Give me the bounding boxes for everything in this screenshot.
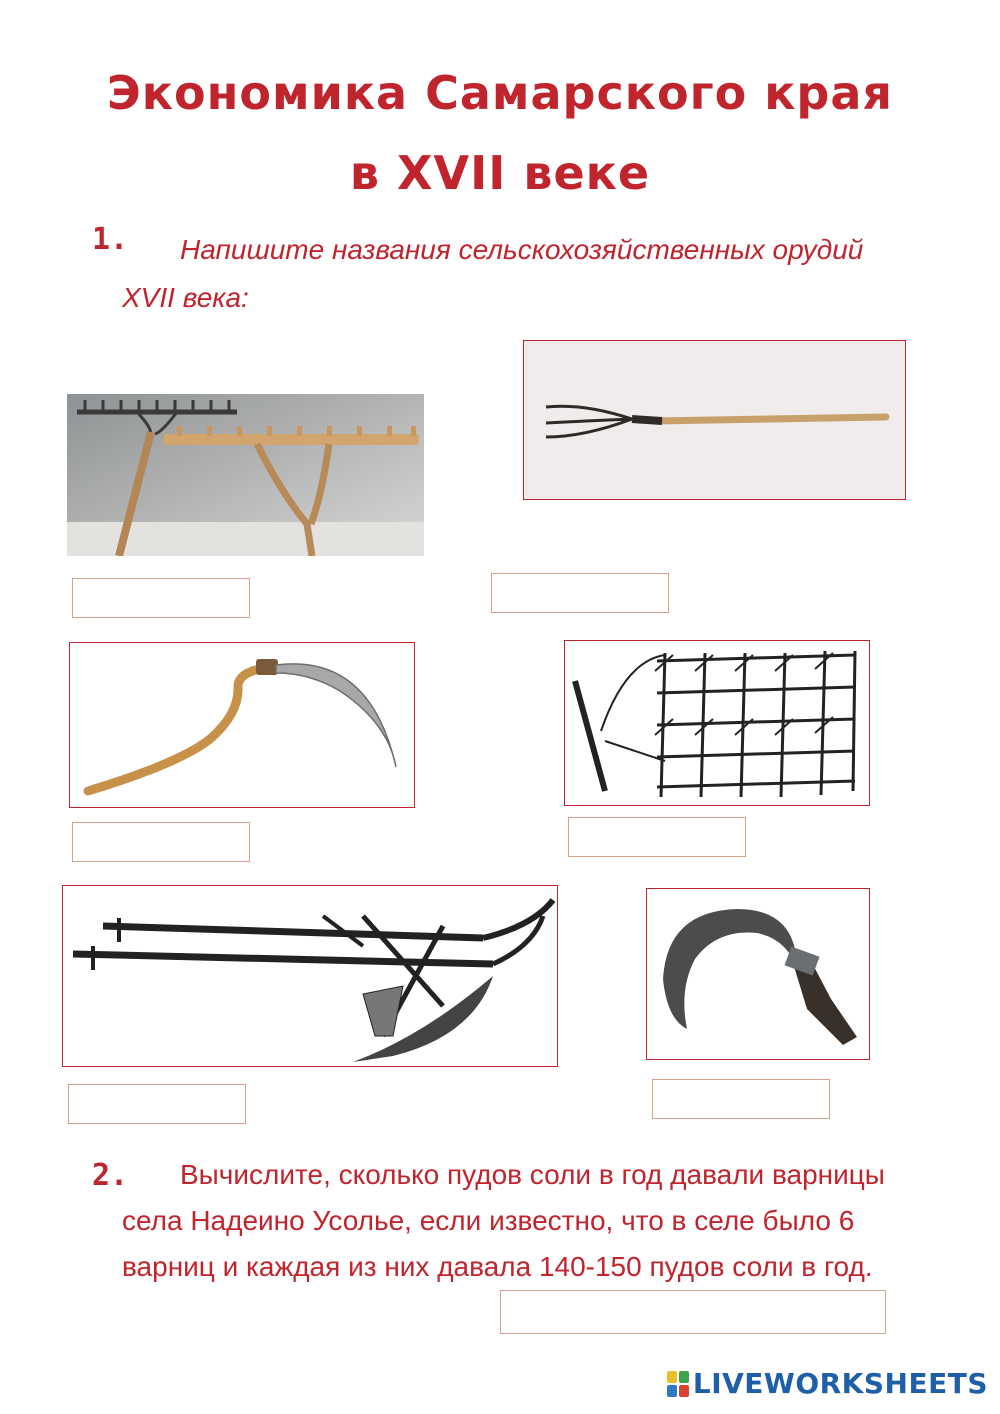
liveworksheets-logo — [667, 1367, 988, 1400]
answer-input-3[interactable] — [73, 823, 249, 861]
harrow-image — [564, 640, 870, 806]
scythe-icon — [70, 643, 414, 807]
answer-box-5[interactable] — [68, 1084, 246, 1124]
answer-box-7[interactable] — [500, 1290, 886, 1334]
answer-input-1[interactable] — [73, 579, 249, 617]
liveworksheets-logo-text: LIVEWORKSHEETS — [692, 1367, 988, 1400]
answer-input-5[interactable] — [69, 1085, 245, 1123]
plough-icon — [63, 886, 557, 1066]
title-line-1: Экономика Самарского края — [107, 66, 893, 120]
question-1-text — [122, 226, 922, 322]
answer-input-4[interactable] — [569, 818, 745, 856]
answer-box-3[interactable] — [72, 822, 250, 862]
question-2-label: Вычислите, сколько пудов соли в год давали варницы села Надеино Усолье, если известно, что в селе было 6 варниц и каждая из них давала 140-150 пудов соли в год. — [122, 1159, 885, 1282]
pitchfork-icon — [524, 341, 905, 499]
pitchfork-image — [523, 340, 906, 500]
answer-input-2[interactable] — [492, 574, 668, 612]
question-2-number: 2. — [92, 1158, 129, 1193]
liveworksheets-logo-icon — [667, 1371, 689, 1397]
rakes-icon — [67, 394, 424, 556]
title-line-2: в XVII веке — [349, 146, 651, 200]
question-1-label: Напишите названия сельскохозяйственных орудий XVII века: — [122, 234, 864, 313]
answer-input-6[interactable] — [653, 1080, 829, 1118]
harrow-icon — [565, 641, 869, 805]
question-1-number: 1. — [92, 222, 129, 257]
answer-box-6[interactable] — [652, 1079, 830, 1119]
sickle-icon — [647, 889, 869, 1059]
answer-box-4[interactable] — [568, 817, 746, 857]
answer-box-1[interactable] — [72, 578, 250, 618]
answer-input-7[interactable] — [501, 1291, 885, 1333]
scythe-image — [69, 642, 415, 808]
sickle-image — [646, 888, 870, 1060]
plough-image — [62, 885, 558, 1067]
rakes-image — [66, 393, 425, 557]
answer-box-2[interactable] — [491, 573, 669, 613]
question-2-text — [122, 1152, 922, 1290]
